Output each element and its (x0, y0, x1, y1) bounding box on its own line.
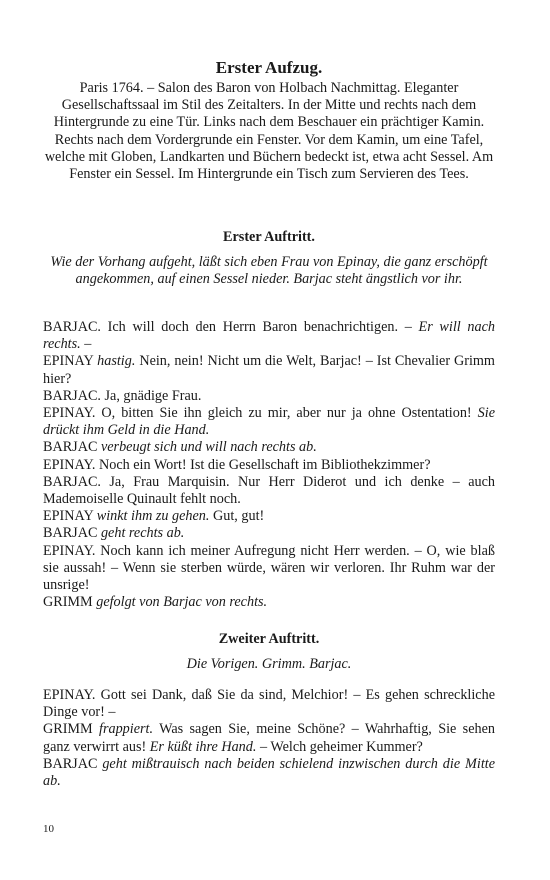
dialogue-line: BARJAC. Ich will doch den Herrn Baron benachrichtigen. – Er will nach rechts. – (43, 319, 495, 353)
dialogue-block-1 (43, 319, 495, 611)
dialogue-line: BARJAC. Ja, gnädige Frau. (43, 387, 202, 404)
dialogue-block-2 (43, 687, 495, 790)
dialogue-line: EPINAY winkt ihm zu gehen. Gut, gut! (43, 508, 265, 525)
scene-title-1: Erster Auftritt. (223, 229, 315, 245)
dialogue-line: GRIMM gefolgt von Barjac von rechts. (43, 594, 268, 611)
setting-description: Paris 1764. – Salon des Baron von Holbach Nachmittag. Eleganter Gesellschaftssaal im Stil des Zeitalters. In der Mitte und rechts nach dem Hintergrunde zu eine Tür. Links nach dem Beschauer ein prächtiger Kamin. Rechts nach dem Vordergrunde ein Fenster. Vor dem Kamin, um eine Tafel, welche mit Globen, Landkarten und Büchern bedeckt ist, etwa acht Sessel. Am Fenster ein Sessel. Im Hintergrunde ein Tisch zum Servieren des Tees. (44, 80, 494, 183)
dialogue-line: EPINAY. Noch ein Wort! Ist die Gesellschaft im Bibliothekzimmer? (43, 456, 431, 473)
dialogue-line: EPINAY. Gott sei Dank, daß Sie da sind, Melchior! – Es gehen schreckliche Dinge vor! – (43, 687, 495, 721)
scene-title-2: Zweiter Auftritt. (218, 631, 320, 647)
dialogue-line: BARJAC verbeugt sich und will nach rechts ab. (43, 439, 317, 456)
dialogue-line: EPINAY hastig. Nein, nein! Nicht um die Welt, Barjac! – Ist Chevalier Grimm hier? (43, 353, 495, 387)
stage-direction-2: Die Vorigen. Grimm. Barjac. (186, 656, 352, 672)
page-number: 10 (43, 823, 54, 835)
dialogue-line: BARJAC geht mißtrauisch nach beiden schielend inzwischen durch die Mitte ab. (43, 755, 495, 790)
dialogue-line: BARJAC geht rechts ab. (43, 525, 185, 542)
dialogue-line: BARJAC. Ja, Frau Marquisin. Nur Herr Diderot und ich denke – auch Mademoiselle Quinault fehlt noch. (43, 473, 495, 508)
dialogue-line: GRIMM frappiert. Was sagen Sie, meine Schöne? – Wahrhaftig, Sie sehen ganz verwirrt aus! Er küßt ihre Hand. – Welch geheimer Kummer? (43, 721, 495, 755)
act-title: Erster Aufzug. (215, 58, 323, 77)
stage-direction-1: Wie der Vorhang aufgeht, läßt sich eben Frau von Epinay, die ganz erschöpft angekommen, auf einen Sessel nieder. Barjac steht ängstlich vor ihr. (50, 254, 488, 288)
dialogue-line: EPINAY. O, bitten Sie ihn gleich zu mir, aber nur ja ohne Ostentation! Sie drückt ihm Geld in die Hand. (43, 405, 495, 439)
dialogue-line: EPINAY. Noch kann ich meiner Aufregung nicht Herr werden. – O, wie blaß sie aussah! – Wenn sie sterben würde, wären wir verloren. Ihr Ruhm war der unsrige! (43, 542, 495, 594)
